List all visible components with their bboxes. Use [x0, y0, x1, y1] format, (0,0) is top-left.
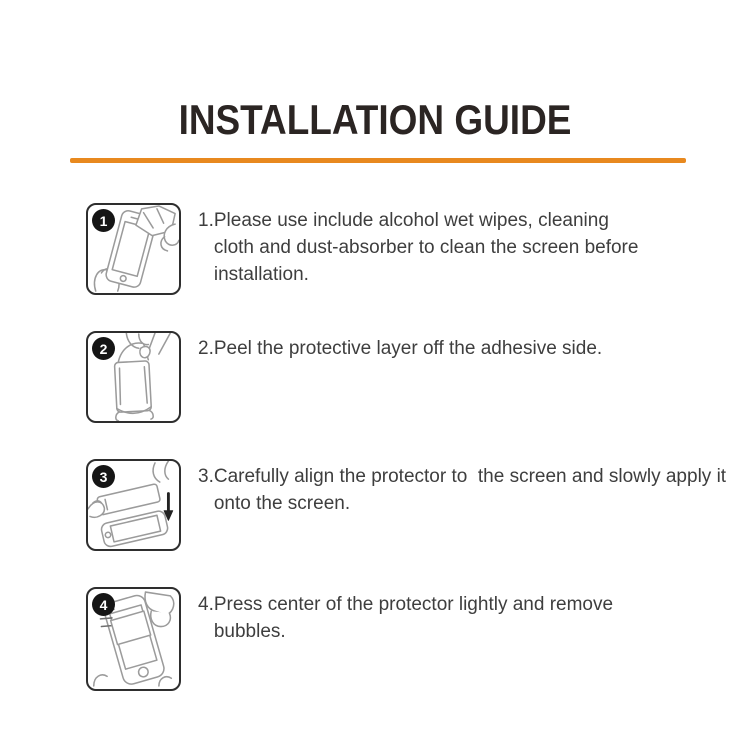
step-4 — [0, 587, 750, 691]
step-4-text: 4. Press center of the protector lightly and remove bubbles. — [198, 594, 619, 642]
step-3-figure — [86, 459, 181, 551]
step-4-figure — [86, 587, 181, 691]
steps-list — [0, 203, 750, 691]
page-title: INSTALLATION GUIDE — [178, 96, 572, 143]
step-2 — [0, 331, 750, 423]
step-1-figure — [86, 203, 181, 295]
step-3-text: 3. Carefully align the protector to the screen and slowly apply it onto the screen. — [198, 466, 732, 514]
accent-divider — [70, 158, 686, 163]
step-4-number-badge: 4 — [92, 593, 115, 616]
step-3 — [0, 459, 750, 551]
step-1 — [0, 203, 750, 295]
step-1-text: 1. Please use include alcohol wet wipes, cleaning cloth and dust-absorber to clean the screen before installation. — [198, 210, 644, 285]
step-2-number-badge: 2 — [92, 337, 115, 360]
step-2-text: 2. Peel the protective layer off the adhesive side. — [198, 338, 603, 359]
step-1-number-badge: 1 — [92, 209, 115, 232]
step-2-figure — [86, 331, 181, 423]
step-3-number-badge: 3 — [92, 465, 115, 488]
